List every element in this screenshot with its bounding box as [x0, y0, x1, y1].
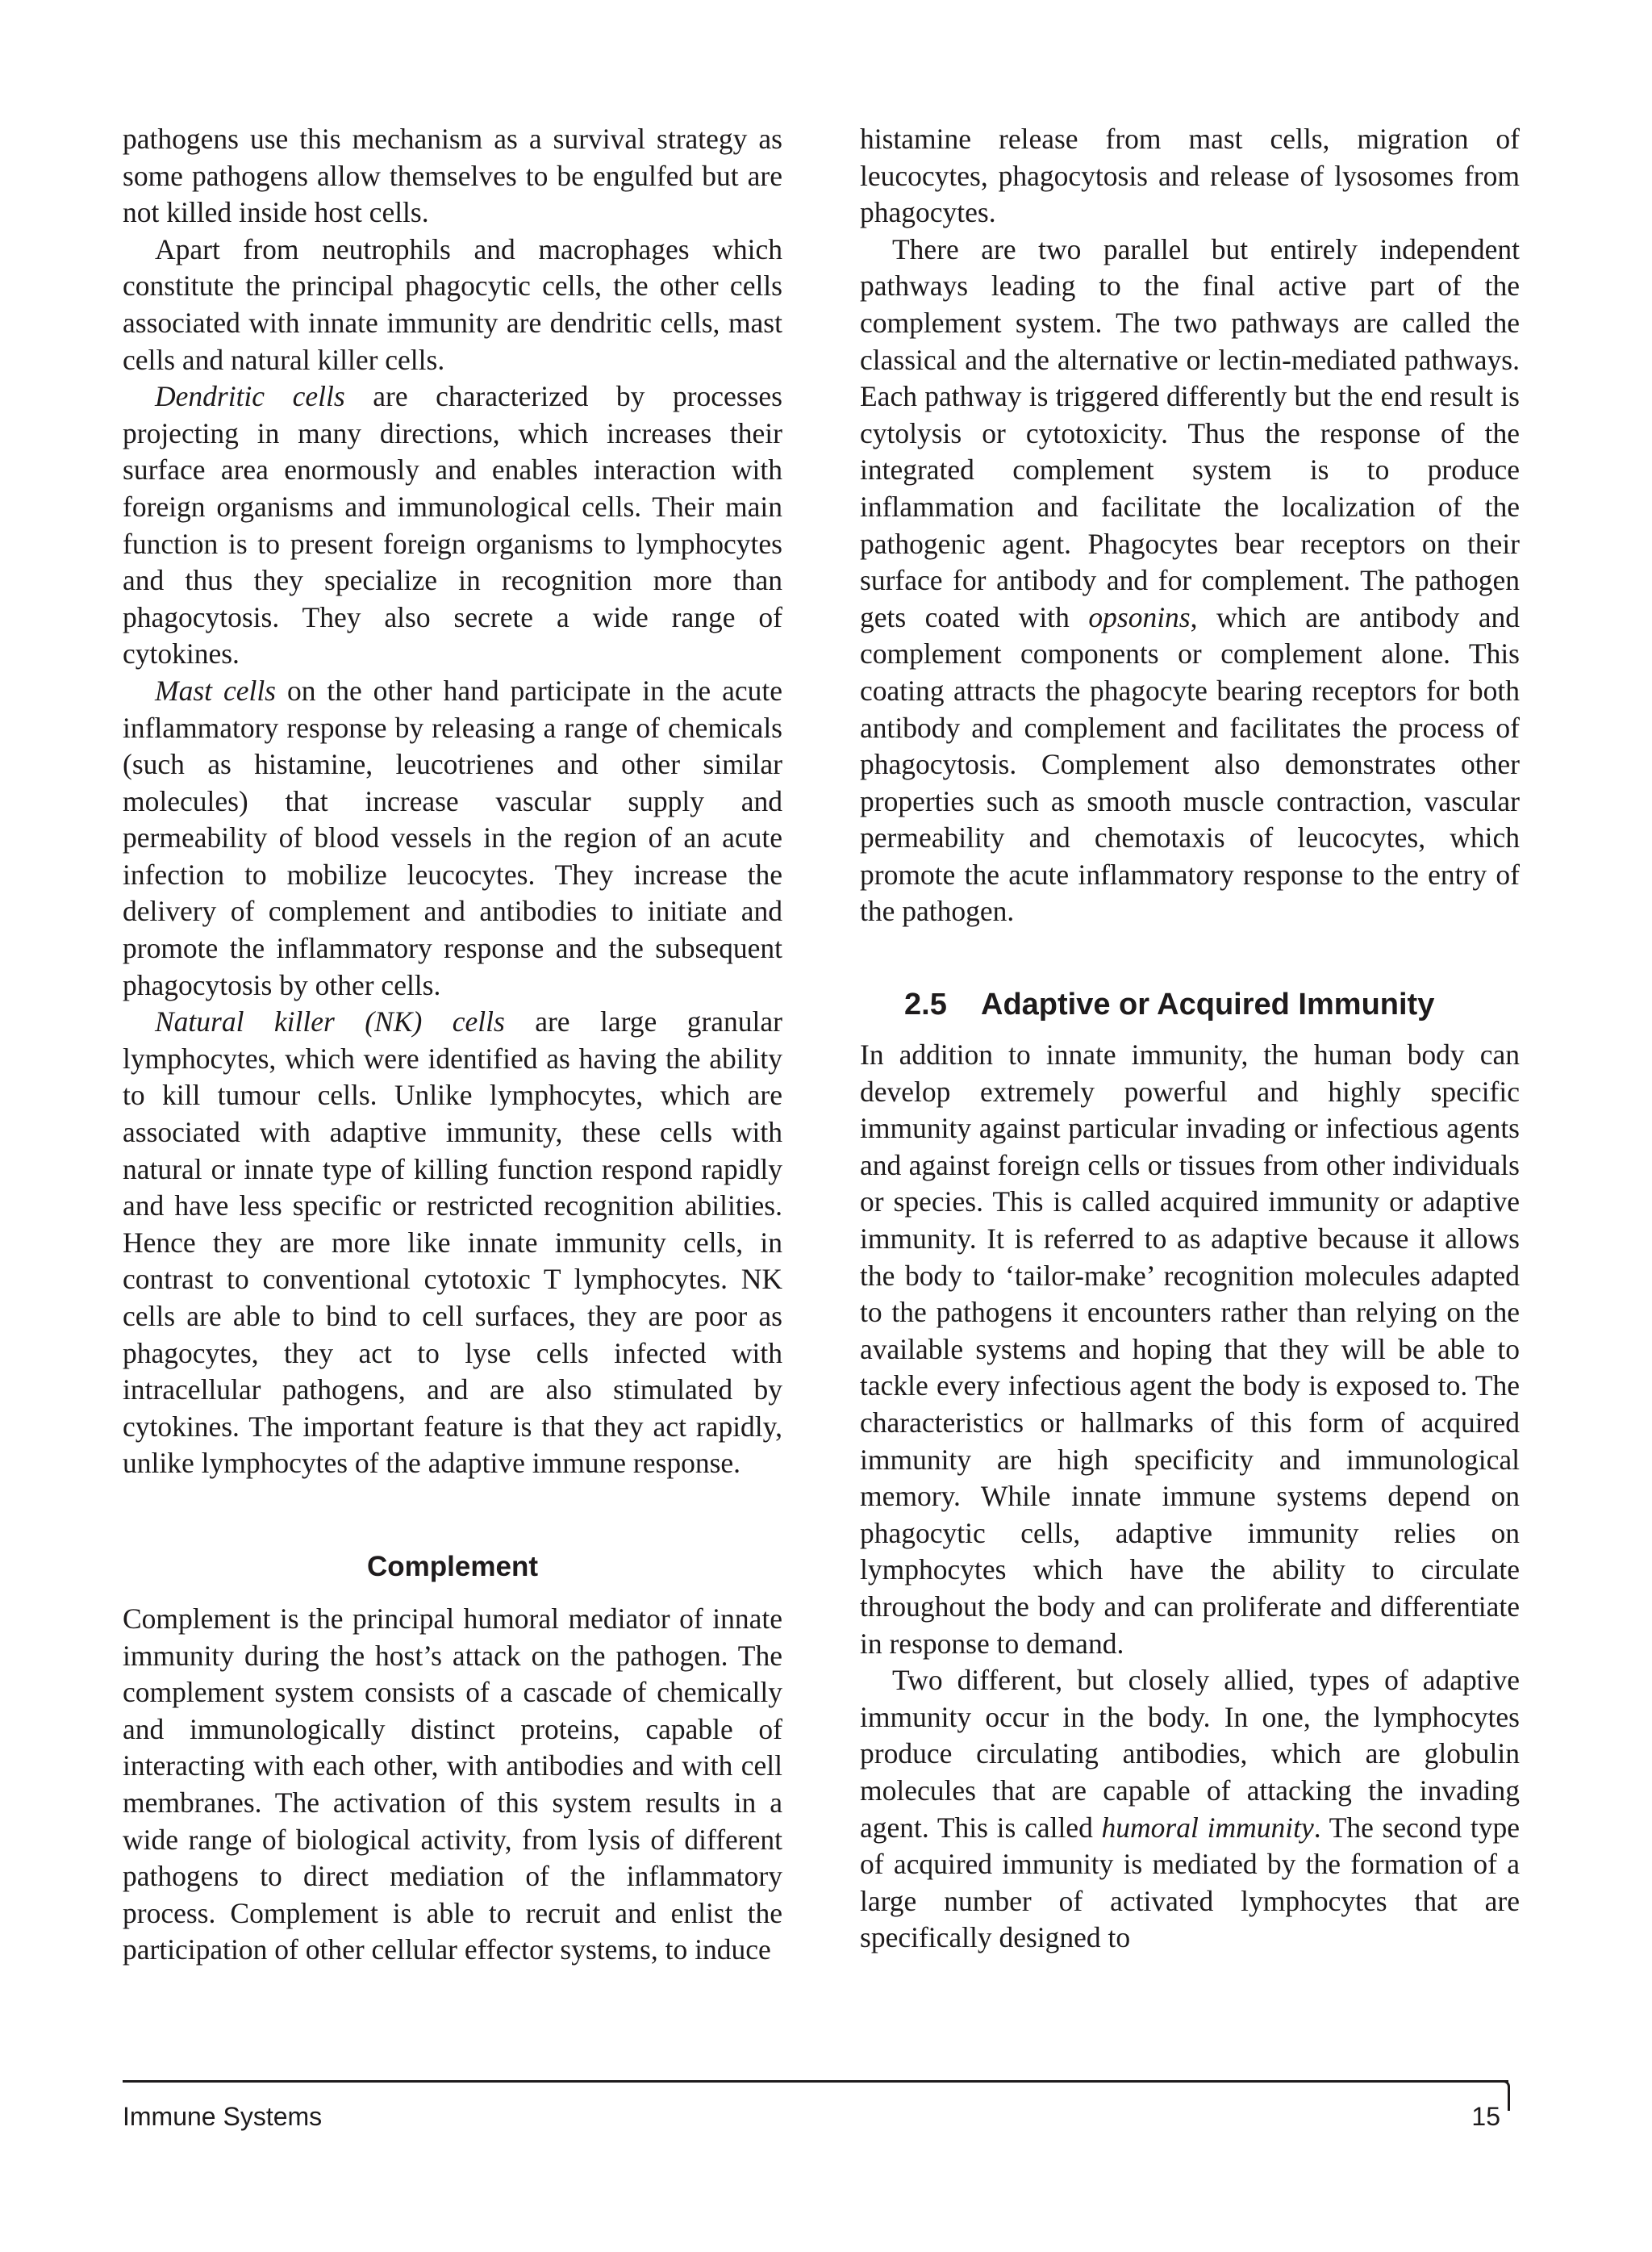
paragraph-text: . The second type of acquired immunity is mediated by the formation of a large number of activated lymphocytes that are specifically designed to: [860, 1811, 1521, 1954]
left-column: [123, 121, 782, 1969]
subheading-complement: Complement: [367, 1550, 538, 1582]
term-dendritic-cells: Dendritic cells: [155, 380, 345, 413]
paragraph-text: Apart from neutrophils and macrophages which constitute the principal phagocytic cells, the other cells associated with innate immunity are dendritic cells, mast cells and natural killer cells.: [123, 232, 782, 376]
footer-rule: [123, 2080, 1508, 2083]
paragraph-opsonins: [860, 232, 1520, 930]
section-title: Adaptive or Acquired Immunity: [981, 988, 1435, 1022]
term-nk-cells: Natural killer (NK) cells: [155, 1005, 505, 1038]
term-mast-cells: Mast cells: [155, 674, 276, 707]
term-humoral-immunity: humoral immunity: [1101, 1811, 1314, 1844]
paragraph-text: There are two parallel but entirely independent pathways leading to the final active part of the complement system. The two pathways are called the classical and the alternative or lectin-mediated pathways. Each pathway is triggered differently but the end result is cytolysis or cytotoxicity. Thus the response of the integrated complement system is to produce inflammation and facilitate the localization of the pathogenic agent. Phagocytes bear receptors on their surface for antibody and for complement. The pathogen gets coated with: [860, 232, 1520, 633]
paragraph-mast-cells: [123, 673, 782, 1004]
paragraph: histamine release from mast cells, migration of leucocytes, phagocytosis and release of lysosomes from phagocytes.: [860, 123, 1520, 229]
paragraph: pathogens use this mechanism as a survival strategy as some pathogens allow themselves to be engulfed but are not killed inside host cells.: [123, 123, 782, 229]
right-column: [860, 121, 1520, 1957]
footer-book-title: Immune Systems: [123, 2102, 323, 2131]
footer-rule-corner: [1504, 2080, 1510, 2111]
term-opsonins: opsonins: [1088, 600, 1191, 633]
paragraph-text: are large granular lymphocytes, which were identified as having the ability to kill tumour cells. Unlike lymphocytes, which are associated with adaptive immunity, these cells with natural or innate type of killing function respond rapidly and have less specific or restricted recognition abilities. Hence they are more like innate immunity cells, in contrast to conventional cytotoxic T lymphocytes. NK cells are able to bind to cell surfaces, they are poor as phagocytes, they act to lyse cells infected with intracellular pathogens, and are also stimulated by cytokines. The important feature is that they act rapidly, unlike lymphocytes of the adaptive immune response.: [123, 1005, 782, 1480]
section-number: 2.5: [904, 988, 947, 1022]
paragraph-dendritic-cells: [123, 378, 782, 673]
paragraph: [123, 232, 782, 378]
paragraph-humoral-immunity: [860, 1662, 1520, 1957]
paragraph-text: , which are antibody and complement components or complement alone. This coating attracts the phagocyte bearing receptors for both antibody and complement and facilitates the process of phagocytosis. Complement also demonstrates other properties such as smooth muscle contraction, vascular permeability and chemotaxis of leucocytes, which promote the acute inflammatory response to the entry of the pathogen.: [860, 600, 1520, 928]
paragraph-text: on the other hand participate in the acute inflammatory response by releasing a range of chemicals (such as histamine, leucotrienes and other similar molecules) that increase vascular supply and permeability of blood vessels in the region of an acute infection to mobilize leucocytes. They increase the delivery of complement and antibodies to initiate and promote the inflammatory response and the subsequent phagocytosis by other cells.: [123, 674, 782, 1001]
paragraph-text: Two different, but closely allied, types of adaptive immunity occur in the body. In one, the lymphocytes produce circulating antibodies, which are globulin molecules that are capable of attacking the invading agent. This is called: [860, 1664, 1520, 1844]
paragraph-text: are characterized by processes projecting in many directions, which increases their surface area enormously and enables interaction with foreign organisms and immunological cells. Their main function is to present foreign organisms to lymphocytes and thus they specialize in recognition more than phagocytosis. They also secrete a wide range of cytokines.: [123, 380, 783, 671]
paragraph-nk-cells: [123, 1004, 782, 1482]
section-heading: [860, 985, 1520, 1024]
paragraph: In addition to innate immunity, the human body can develop extremely powerful and highly specific immunity against particular invading or infectious agents and against foreign cells or tissues from other individuals or species. This is called acquired immunity or adaptive immunity. It is referred to as adaptive because it allows the body to ‘tailor-make’ recognition molecules adapted to the pathogens it encounters rather than relying on the available systems and hoping that they will be able to tackle every infectious agent the body is exposed to. The characteristics or hallmarks of this form of acquired immunity are high specificity and immunological memory. While innate immune systems depend on phagocytic cells, adaptive immunity relies on lymphocytes which have the ability to circulate throughout the body and can proliferate and differentiate in response to demand.: [860, 1038, 1520, 1660]
paragraph: Complement is the principal humoral mediator of innate immunity during the host’s attack on the pathogen. The complement system consists of a cascade of chemically and immunologically distinct proteins, capable of interacting with each other, with antibodies and with cell membranes. The activation of this system results in a wide range of biological activity, from lysis of different pathogens to direct mediation of the inflammatory process. Complement is able to recruit and enlist the participation of other cellular effector systems, to induce: [123, 1602, 782, 1966]
page-number: 15: [1471, 2102, 1500, 2131]
